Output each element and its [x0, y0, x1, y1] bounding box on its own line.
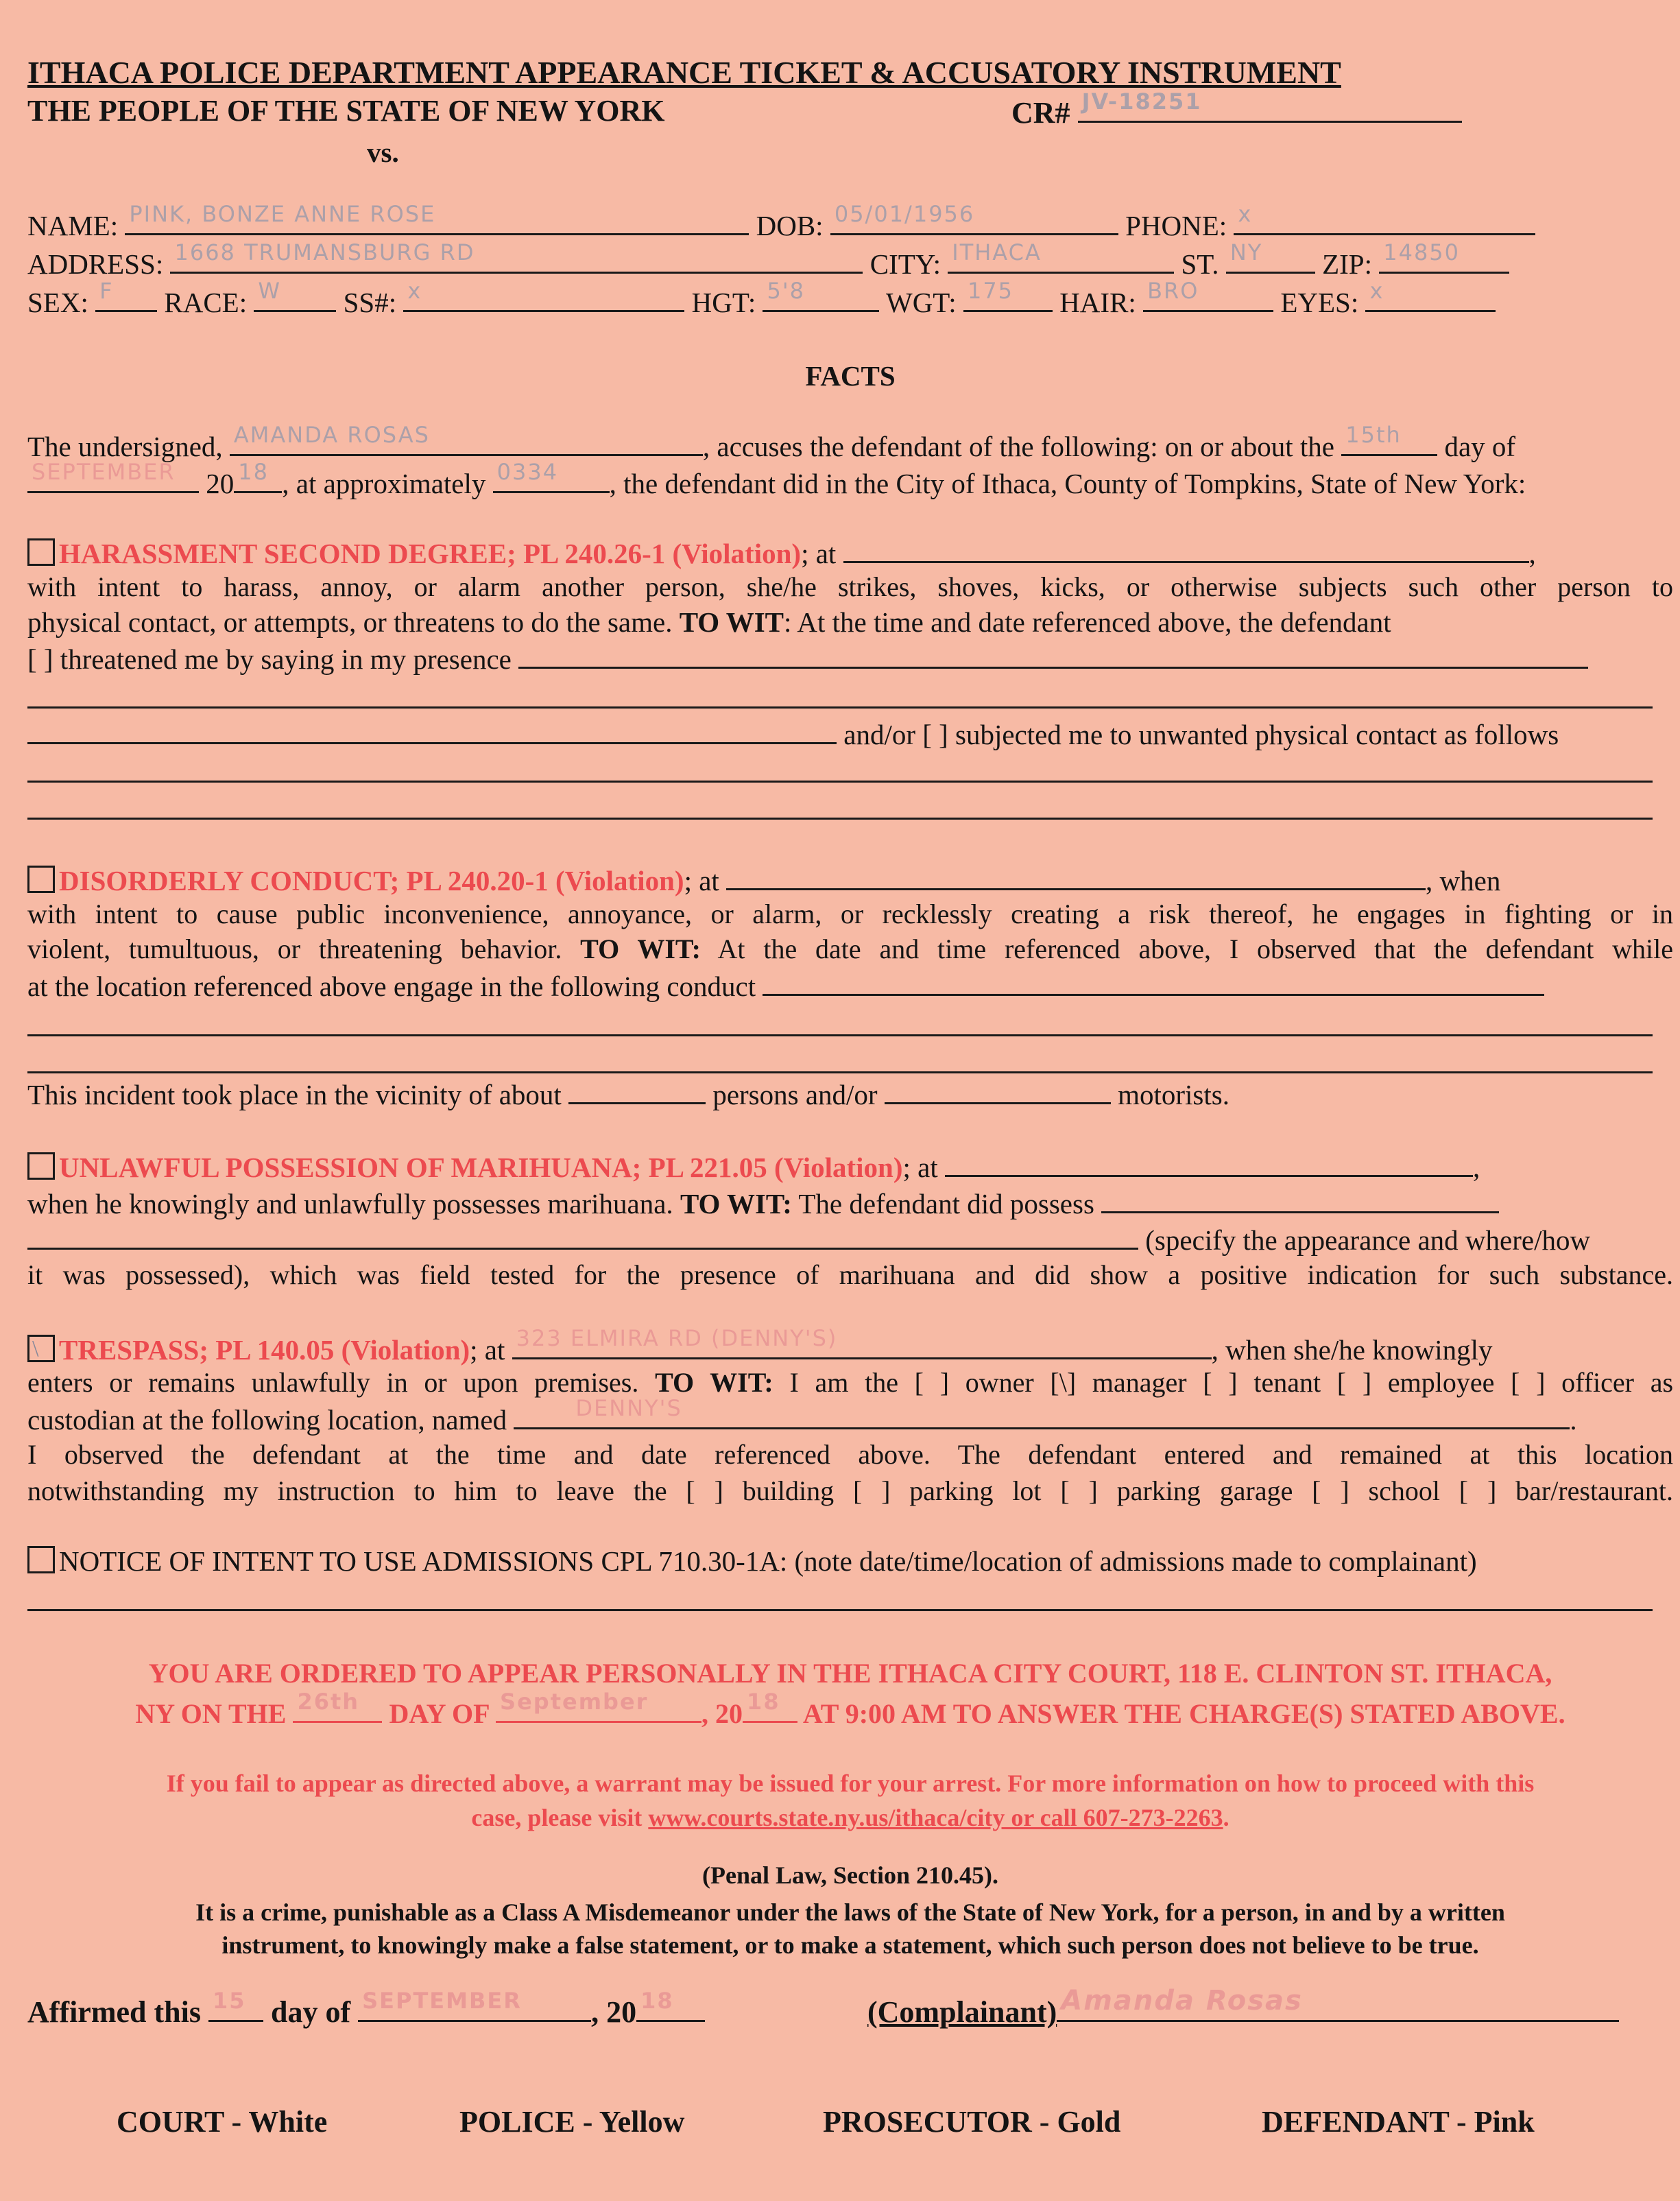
text: when he knowingly and unlawfully possesses marihuana.: [27, 1188, 673, 1220]
persons-field[interactable]: [568, 1075, 706, 1104]
text: persons and/or: [712, 1079, 878, 1110]
harassment-title: HARASSMENT SECOND DEGREE; PL 240.26-1 (Violation): [59, 538, 802, 569]
trespass-header: [27, 1325, 1673, 1368]
court-month-field[interactable]: September: [496, 1693, 701, 1723]
copy-court: COURT - White: [117, 2105, 328, 2139]
physical-contact-option[interactable]: and/or [ ] subjected me to unwanted physical contact as follows: [843, 719, 1559, 750]
eyes-label: EYES:: [1280, 287, 1359, 318]
year-field[interactable]: 18: [234, 464, 282, 493]
at-label: ; at: [902, 1152, 938, 1183]
zip-label: ZIP:: [1322, 248, 1372, 280]
threatened-option[interactable]: [ ] threatened me by saying in my presence: [27, 643, 512, 675]
possess-field[interactable]: [1101, 1184, 1499, 1213]
name-label: NAME:: [27, 210, 119, 241]
to-wit: TO WIT:: [680, 1188, 792, 1220]
court-website-link[interactable]: www.courts.state.ny.us/ithaca/city or call 607-273-2263: [648, 1804, 1223, 1831]
text: enters or remains unlawfully in or upon premises.: [27, 1367, 639, 1398]
to-wit: TO WIT:: [655, 1367, 773, 1398]
text: motorists.: [1118, 1079, 1229, 1110]
wgt-label: WGT:: [886, 287, 957, 318]
text: This incident took place in the vicinity of about: [27, 1079, 562, 1110]
trespass-title: TRESPASS; PL 140.05 (Violation): [59, 1334, 470, 1366]
facts-text: 20: [206, 468, 235, 499]
ss-label: SS#:: [343, 287, 397, 318]
state-field[interactable]: NY: [1226, 244, 1315, 274]
day-field[interactable]: 15th: [1341, 427, 1437, 456]
role-options: I am the [ ] owner [\] manager [ ] tenant [ ] employee [ ] officer as: [789, 1367, 1674, 1398]
blank-line[interactable]: [27, 1609, 1653, 1611]
text: The defendant did possess: [798, 1188, 1094, 1220]
race-label: RACE:: [164, 287, 248, 318]
disorderly-header: [27, 861, 1673, 899]
dob-label: DOB:: [756, 210, 824, 241]
hgt-label: HGT:: [691, 287, 756, 318]
copy-defendant: DEFENDANT - Pink: [1262, 2105, 1535, 2139]
facts-line-1: [27, 422, 1673, 464]
form-title: ITHACA POLICE DEPARTMENT APPEARANCE TICKET & ACCUSATORY INSTRUMENT: [27, 55, 1341, 90]
disorderly-checkbox[interactable]: [27, 866, 55, 893]
vicinity-line: [27, 1075, 1673, 1113]
city-field[interactable]: ITHACA: [948, 244, 1174, 274]
hgt-field[interactable]: 5'8: [763, 283, 879, 312]
blank-line[interactable]: [27, 1034, 1653, 1036]
complainant-label: (Complainant): [867, 1995, 1057, 2029]
court-year-field[interactable]: 18: [743, 1693, 797, 1723]
hair-label: HAIR:: [1059, 287, 1136, 318]
text: : At the time and date referenced above, the defendant: [784, 606, 1391, 638]
vs-label: vs.: [367, 136, 399, 168]
text: , 20: [701, 1698, 743, 1729]
harassment-header: HARASSMENT SECOND DEGREE; PL 240.26-1 (Violation); at ,: [27, 534, 1673, 571]
possess-field-cont[interactable]: [27, 1220, 1138, 1250]
disorderly-location-field[interactable]: [726, 861, 1426, 890]
trespass-text: custodian at the following location, named DENNY'S .: [27, 1395, 1577, 1436]
threat-field[interactable]: [518, 639, 1588, 669]
blank-line[interactable]: [27, 1071, 1653, 1073]
text: , when: [1426, 865, 1501, 896]
trespass-checkbox[interactable]: [27, 1335, 55, 1362]
ss-field[interactable]: x: [403, 283, 684, 312]
time-field[interactable]: 0334: [493, 464, 610, 493]
text: NY ON THE: [135, 1698, 287, 1729]
cr-field[interactable]: JV-18251: [1078, 93, 1462, 123]
wgt-field[interactable]: 175: [963, 283, 1053, 312]
text: DAY OF: [389, 1698, 490, 1729]
people-label: THE PEOPLE OF THE STATE OF NEW YORK: [27, 94, 665, 128]
sex-field[interactable]: F: [95, 283, 157, 312]
affirm-line: [27, 1985, 1673, 2030]
name-field[interactable]: PINK, BONZE ANNE ROSE: [125, 206, 749, 235]
conduct-field[interactable]: [763, 966, 1544, 996]
text: day of: [270, 1995, 351, 2029]
text: (specify the appearance and where/how: [1145, 1224, 1591, 1256]
address-label: ADDRESS:: [27, 248, 164, 280]
appear-order: YOU ARE ORDERED TO APPEAR PERSONALLY IN THE ITHACA CITY COURT, 118 E. CLINTON ST. ITHACA,: [148, 1658, 1552, 1689]
court-day-field[interactable]: 26th: [293, 1693, 382, 1723]
facts-text: The undersigned,: [27, 431, 223, 462]
zip-field[interactable]: 14850: [1379, 244, 1509, 274]
marihuana-title: UNLAWFUL POSSESSION OF MARIHUANA; PL 221.05 (Violation): [59, 1152, 903, 1183]
affirm-year-field[interactable]: 18: [636, 1992, 705, 2022]
marihuana-checkbox[interactable]: [27, 1152, 55, 1180]
harassment-checkbox[interactable]: [27, 538, 55, 566]
location-name-field[interactable]: DENNY'S: [514, 1400, 1570, 1429]
penal-text: It is a crime, punishable as a Class A Misdemeanor under the laws of the State of New York, for a person, in and by a written: [195, 1899, 1505, 1926]
facts-text: , at approximately: [282, 468, 486, 499]
hair-field[interactable]: BRO: [1143, 283, 1273, 312]
harassment-location-field[interactable]: [843, 534, 1529, 563]
facts-text: , the defendant did in the City of Ithaca, County of Tompkins, State of New York:: [609, 468, 1526, 499]
text: At the date and time referenced above, I observed that the defendant while: [717, 933, 1674, 964]
to-wit: TO WIT: [679, 606, 784, 638]
notice-line: [27, 1543, 1673, 1579]
physical-row: [27, 278, 1673, 320]
complainant-field[interactable]: AMANDA ROSAS: [230, 427, 703, 456]
text: , when she/he knowingly: [1211, 1334, 1493, 1366]
phone-label: PHONE:: [1125, 210, 1227, 241]
address-field[interactable]: 1668 TRUMANSBURG RD: [170, 244, 863, 274]
harassment-text: [27, 604, 1673, 640]
to-wit: TO WIT:: [580, 933, 701, 964]
trespass-text: [27, 1365, 1673, 1401]
trespass-location-field[interactable]: 323 ELMIRA RD (DENNY'S): [512, 1330, 1212, 1359]
marihuana-location-field[interactable]: [945, 1147, 1473, 1177]
phone-field[interactable]: x: [1234, 206, 1535, 235]
text: physical contact, or attempts, or threatens to do the same.: [27, 606, 673, 638]
marihuana-text: it was possessed), which was field tested for the presence of marihuana and did show a positive indication for such substance.: [27, 1259, 1673, 1290]
check-mark-icon: \: [32, 1336, 39, 1361]
notice-text: NOTICE OF INTENT TO USE ADMISSIONS CPL 710.30-1A: (note date/time/location of admissions made to complainant): [59, 1545, 1477, 1577]
harassment-threat-line: [27, 639, 1673, 677]
dob-field[interactable]: 05/01/1956: [830, 206, 1118, 235]
blank-line[interactable]: [27, 781, 1653, 783]
blank-line[interactable]: [27, 818, 1653, 820]
signature-field[interactable]: Amanda Rosas: [1057, 1992, 1619, 2022]
text: AT 9:00 AM TO ANSWER THE CHARGE(S) STATED ABOVE.: [802, 1698, 1565, 1729]
threat-field-cont[interactable]: [27, 715, 837, 744]
text: Affirmed this: [27, 1995, 201, 2029]
blank-line[interactable]: [27, 706, 1653, 709]
facts-line-2: [27, 459, 1673, 501]
city-label: CITY:: [869, 248, 941, 280]
facts-heading: FACTS: [805, 360, 896, 392]
at-label: ; at: [470, 1334, 505, 1366]
affirm-month-field[interactable]: SEPTEMBER: [358, 1992, 591, 2022]
people-line: [27, 88, 1673, 130]
disorderly-title: DISORDERLY CONDUCT; PL 240.20-1 (Violation): [59, 865, 684, 896]
text: case, please visit: [471, 1804, 643, 1831]
eyes-field[interactable]: x: [1365, 283, 1496, 312]
harassment-text: with intent to harass, annoy, or alarm another person, she/he strikes, shoves, kicks, or otherwise subjects such other person to: [27, 571, 1673, 602]
text: violent, tumultuous, or threatening behavior.: [27, 933, 562, 964]
cr-label: CR#: [1011, 96, 1070, 130]
text: custodian at the following location, named: [27, 1404, 507, 1436]
marihuana-header: UNLAWFUL POSSESSION OF MARIHUANA; PL 221.05 (Violation); at ,: [27, 1147, 1673, 1185]
at-label: ; at: [684, 865, 719, 896]
sex-label: SEX:: [27, 287, 88, 318]
marihuana-text: [27, 1220, 1673, 1258]
disorderly-text: [27, 931, 1673, 967]
facts-text: day of: [1444, 431, 1516, 462]
disorderly-conduct-line: [27, 966, 1673, 1004]
race-field[interactable]: W: [254, 283, 336, 312]
warning-text: If you fail to appear as directed above, a warrant may be issued for your arrest. For more information on how to proceed with this: [166, 1770, 1535, 1797]
month-field[interactable]: SEPTEMBER: [27, 464, 199, 493]
disorderly-text: with intent to cause public inconvenience, annoyance, or alarm, or recklessly creating a risk thereof, he engages in fighting or in: [27, 899, 1673, 929]
state-label: ST.: [1181, 248, 1219, 280]
text: .: [1223, 1804, 1229, 1831]
copy-police: POLICE - Yellow: [459, 2105, 685, 2139]
text: at the location referenced above engage in the following conduct: [27, 971, 756, 1002]
copy-prosecutor: PROSECUTOR - Gold: [823, 2105, 1121, 2139]
motorists-field[interactable]: [885, 1075, 1111, 1104]
marihuana-text: [27, 1184, 1673, 1222]
penal-title: (Penal Law, Section 210.45).: [702, 1861, 998, 1889]
penal-text: instrument, to knowingly make a false statement, or to make a statement, which such person does not believe to be true.: [221, 1931, 1479, 1959]
warning-text: [27, 1800, 1673, 1835]
facts-text: , accuses the defendant of the following: on or about the: [702, 431, 1334, 462]
harassment-contact-line: [27, 715, 1673, 752]
text: , 20: [591, 1995, 637, 2029]
trespass-options: notwithstanding my instruction to him to leave the [ ] building [ ] parking lot [ ] parking garage [ ] school [ ] bar/restaurant.: [27, 1475, 1673, 1506]
appear-date-line: [27, 1689, 1673, 1732]
notice-checkbox[interactable]: [27, 1546, 55, 1573]
at-label: ; at: [801, 538, 837, 569]
trespass-text: I observed the defendant at the time and date referenced above. The defendant entered and remained at this location: [27, 1439, 1673, 1470]
affirm-day-field[interactable]: 15: [208, 1992, 263, 2022]
